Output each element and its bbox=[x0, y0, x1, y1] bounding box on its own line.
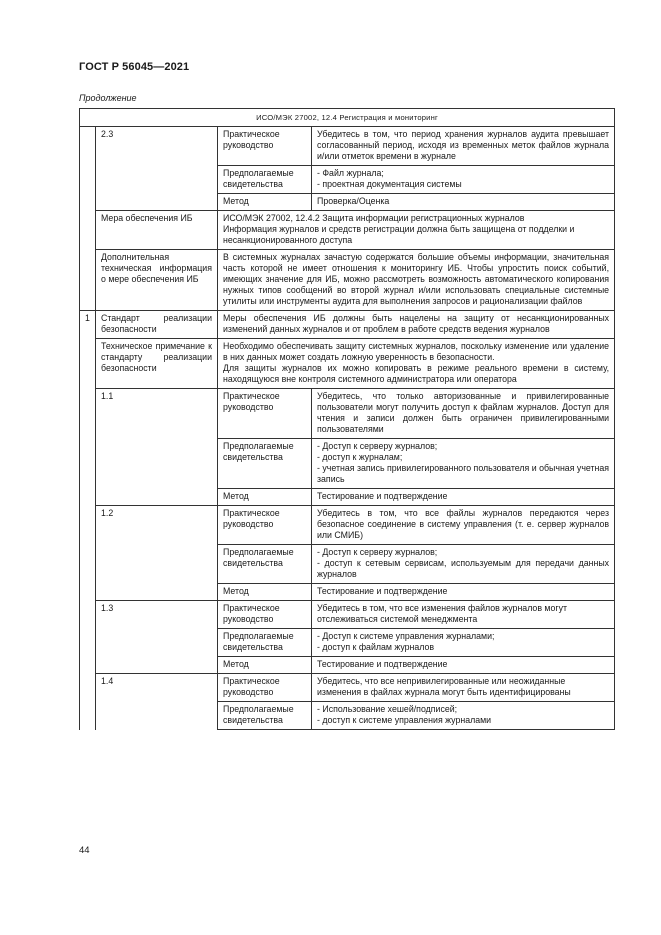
measure-description: Информация журналов и средств регистрации должна быть защищена от подделки и несанкционированного доступа bbox=[223, 224, 575, 245]
evidence-label: Предполагаемые свидетельства bbox=[218, 545, 312, 584]
method-text: Тестирование и подтверждение bbox=[312, 489, 615, 506]
col-num-cell bbox=[80, 439, 96, 489]
evidence-item: - Доступ к серверу журналов; bbox=[317, 441, 438, 451]
table-row bbox=[80, 211, 615, 250]
requirements-table bbox=[79, 108, 615, 730]
table-row bbox=[80, 311, 615, 339]
evidence-text bbox=[312, 545, 615, 584]
col-num-cell bbox=[80, 489, 96, 506]
table-row bbox=[80, 601, 615, 629]
col-num-cell bbox=[80, 545, 96, 584]
evidence-label: Предполагаемые свидетельства bbox=[218, 629, 312, 657]
col-num-cell bbox=[80, 339, 96, 389]
evidence-item: - доступ к системе управления журналами bbox=[317, 715, 492, 725]
evidence-item: - проектная документация системы bbox=[317, 179, 462, 189]
method-label: Метод bbox=[218, 657, 312, 674]
document-id: ГОСТ Р 56045—2021 bbox=[79, 61, 190, 73]
practice-text: Убедитесь в том, что все файлы журналов передаются через безопасное соединение в систему управления (т. е. сервер журналов или СМИБ) bbox=[312, 506, 615, 545]
practice-label: Практическое руководство bbox=[218, 127, 312, 166]
measure-reference: ИСО/МЭК 27002, 12.4.2 Защита информации регистрационных журналов bbox=[223, 213, 525, 223]
practice-text: Убедитесь, что только авторизованные и привилегированные пользователи могут получить доступ к файлам журналов. Доступ для чтения и записи должен быть ограничен привилегированными пользователями bbox=[312, 389, 615, 439]
col-num-cell bbox=[80, 629, 96, 657]
practice-text: Убедитесь в том, что период хранения журналов аудита превышает согласованный период, исходя из временных меток файлов журнала и/или отметок времени в журнале bbox=[312, 127, 615, 166]
table-row bbox=[80, 339, 615, 389]
method-label: Метод bbox=[218, 194, 312, 211]
evidence-item: - Использование хешей/подписей; bbox=[317, 704, 458, 714]
item-number: 1.2 bbox=[96, 506, 218, 601]
item-number: 2.3 bbox=[96, 127, 218, 211]
standard-label: Стандарт реализации безопасности bbox=[96, 311, 218, 339]
measure-text bbox=[218, 211, 615, 250]
tech-note-label: Техническое примечание к стандарту реализации безопасности bbox=[96, 339, 218, 389]
table-title-row bbox=[80, 109, 615, 127]
practice-label: Практическое руководство bbox=[218, 674, 312, 702]
col-num-cell bbox=[80, 674, 96, 702]
col-num-cell bbox=[80, 250, 96, 311]
continuation-label: Продолжение bbox=[79, 93, 137, 103]
col-num-cell bbox=[80, 657, 96, 674]
item-number: 1.4 bbox=[96, 674, 218, 730]
method-label: Метод bbox=[218, 489, 312, 506]
practice-label: Практическое руководство bbox=[218, 506, 312, 545]
evidence-item: - Доступ к системе управления журналами; bbox=[317, 631, 495, 641]
evidence-label: Предполагаемые свидетельства bbox=[218, 702, 312, 730]
table-row bbox=[80, 674, 615, 702]
additional-info-text: В системных журналах зачастую содержатся большие объемы информации, значительная часть которой не имеет отношения к мониторингу ИБ. Чтобы упростить поиск событий, имеющих значение для ИБ, можно рассмотреть возможность автоматического копирования нужных типов сообщений во второй журнал и/или использовать специальные системные утилиты или инструменты аудита для выполнения запросов и рационализации файлов bbox=[218, 250, 615, 311]
table-row bbox=[80, 389, 615, 439]
table-row bbox=[80, 506, 615, 545]
evidence-text bbox=[312, 166, 615, 194]
item-number: 1.3 bbox=[96, 601, 218, 674]
evidence-text bbox=[312, 629, 615, 657]
col-num-cell bbox=[80, 601, 96, 629]
additional-info-label: Дополнительная техническая информация о мере обеспечения ИБ bbox=[96, 250, 218, 311]
page-number: 44 bbox=[79, 845, 90, 856]
table-title: ИСО/МЭК 27002, 12.4 Регистрация и мониторинг bbox=[80, 109, 615, 127]
col-num-cell bbox=[80, 127, 96, 166]
evidence-item: - доступ к сетевым сервисам, используемым для передачи данных журналов bbox=[317, 558, 610, 579]
evidence-item: - учетная запись привилегированного пользователя и обычная учетная запись bbox=[317, 463, 610, 484]
col-num-cell bbox=[80, 166, 96, 194]
col-num-cell bbox=[80, 389, 96, 439]
standard-text: Меры обеспечения ИБ должны быть нацелены на защиту от несанкционированных изменений данных журналов и от проблем в работе средств ведения журналов bbox=[218, 311, 615, 339]
evidence-label: Предполагаемые свидетельства bbox=[218, 166, 312, 194]
method-label: Метод bbox=[218, 584, 312, 601]
evidence-text bbox=[312, 439, 615, 489]
evidence-text bbox=[312, 702, 615, 730]
practice-text: Убедитесь, что все непривилегированные или неожиданные изменения в файлах журнала могут быть идентифицированы bbox=[312, 674, 615, 702]
practice-label: Практическое руководство bbox=[218, 389, 312, 439]
evidence-item: - доступ к файлам журналов bbox=[317, 642, 435, 652]
method-text: Тестирование и подтверждение bbox=[312, 584, 615, 601]
standard-number: 1 bbox=[80, 311, 96, 339]
col-num-cell bbox=[80, 702, 96, 730]
table-row bbox=[80, 250, 615, 311]
evidence-item: - Доступ к серверу журналов; bbox=[317, 547, 438, 557]
practice-label: Практическое руководство bbox=[218, 601, 312, 629]
evidence-label: Предполагаемые свидетельства bbox=[218, 439, 312, 489]
col-num-cell bbox=[80, 584, 96, 601]
item-number: 1.1 bbox=[96, 389, 218, 506]
method-text: Тестирование и подтверждение bbox=[312, 657, 615, 674]
evidence-item: - доступ к журналам; bbox=[317, 452, 403, 462]
practice-text: Убедитесь в том, что все изменения файлов журналов могут отслеживаться системой менеджмента bbox=[312, 601, 615, 629]
col-num-cell bbox=[80, 194, 96, 211]
evidence-item: - Файл журнала; bbox=[317, 168, 384, 178]
measure-label: Мера обеспечения ИБ bbox=[96, 211, 218, 250]
col-num-cell bbox=[80, 211, 96, 250]
tech-note-text bbox=[218, 339, 615, 389]
table-row bbox=[80, 127, 615, 166]
method-text: Проверка/Оценка bbox=[312, 194, 615, 211]
col-num-cell bbox=[80, 506, 96, 545]
tech-note-paragraph: Для защиты журналов их можно копировать в режиме реального времени в систему, находящуюся вне контроля системного администратора или оператора bbox=[223, 363, 610, 384]
tech-note-paragraph: Необходимо обеспечивать защиту системных журналов, поскольку изменение или удаление в них данных может создать ложную уверенность в безопасности. bbox=[223, 341, 610, 362]
